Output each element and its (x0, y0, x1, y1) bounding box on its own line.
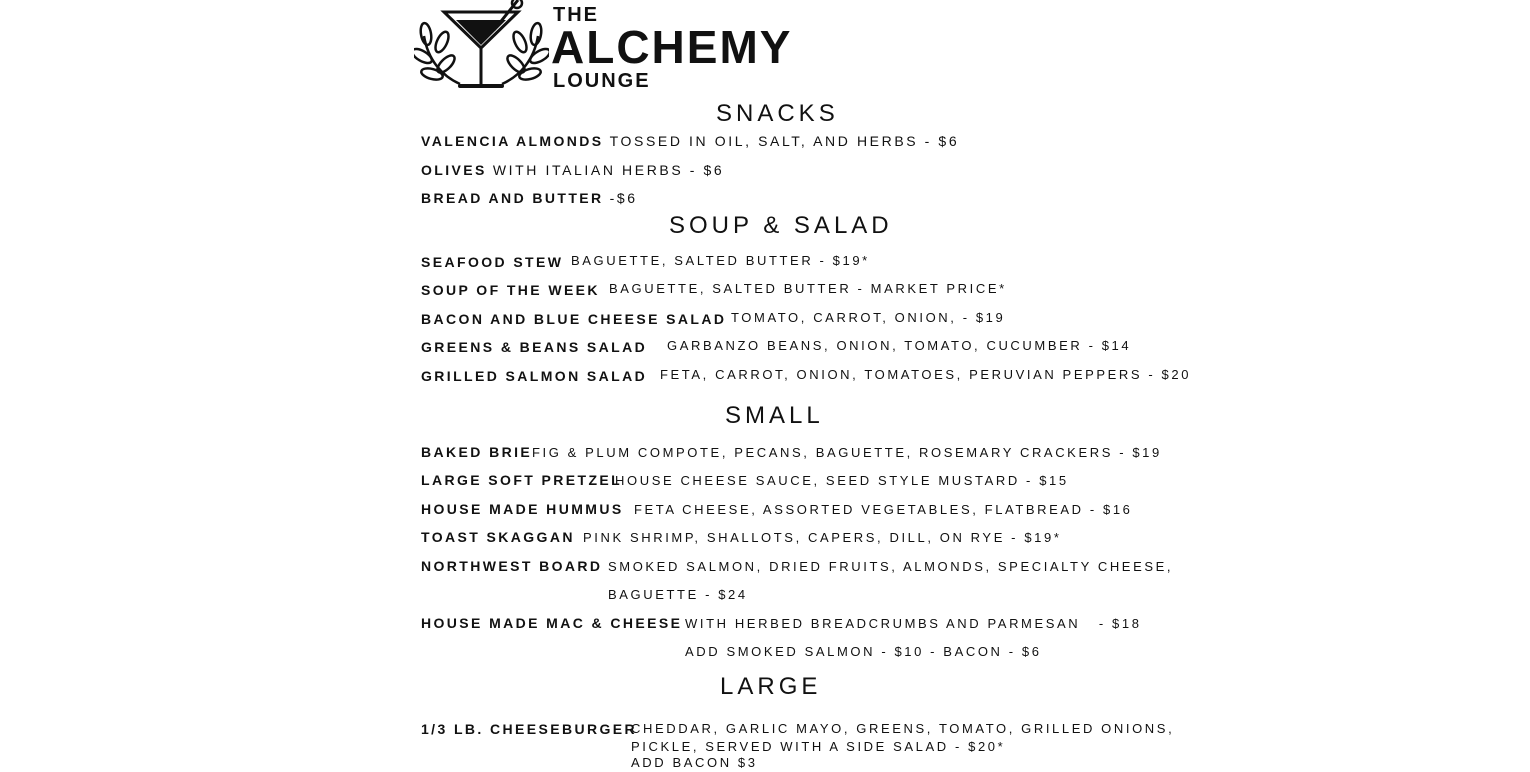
brand-logo (414, 0, 793, 92)
item-desc: SMOKED SALMON, DRIED FRUITS, ALMONDS, SPECIALTY CHEESE, (608, 559, 1174, 574)
menu-item (421, 281, 600, 299)
menu-item (421, 528, 575, 546)
item-desc: GARBANZO BEANS, ONION, TOMATO, CUCUMBER - $14 (667, 338, 1132, 353)
martini-glass-icon (414, 0, 549, 92)
brand-lounge: LOUNGE (553, 70, 651, 92)
section-heading-soup-salad: SOUP & SALAD (669, 212, 893, 239)
item-desc: -$6 (609, 190, 638, 206)
item-desc: TOMATO, CARROT, ONION, - $19 (731, 310, 1006, 325)
item-desc: CHEDDAR, GARLIC MAYO, GREENS, TOMATO, GRILLED ONIONS, (631, 721, 1175, 736)
item-desc: FETA, CARROT, ONION, TOMATOES, PERUVIAN PEPPERS - $20 (660, 367, 1192, 382)
item-name: TOAST SKAGGAN (421, 529, 575, 545)
item-name: VALENCIA ALMONDS (421, 133, 604, 149)
item-name: HOUSE MADE MAC & CHEESE (421, 615, 683, 631)
item-desc: TOSSED IN OIL, SALT, AND HERBS - $6 (609, 133, 960, 149)
item-name: NORTHWEST BOARD (421, 558, 603, 574)
menu-item (421, 614, 682, 632)
item-desc: BAGUETTE, SALTED BUTTER - MARKET PRICE* (609, 281, 1007, 296)
item-name: SOUP OF THE WEEK (421, 282, 600, 298)
menu-item (421, 471, 622, 489)
section-heading-large: LARGE (720, 673, 822, 700)
item-name: GREENS & BEANS SALAD (421, 339, 648, 355)
item-desc: BAGUETTE, SALTED BUTTER - $19* (571, 253, 870, 268)
item-name: BACON AND BLUE CHEESE SALAD (421, 311, 727, 327)
item-name: GRILLED SALMON SALAD (421, 368, 648, 384)
item-desc-continued: BAGUETTE - $24 (608, 587, 748, 602)
item-desc: HOUSE CHEESE SAUCE, SEED STYLE MUSTARD - $15 (615, 473, 1069, 488)
menu-item (421, 132, 959, 150)
menu-item (421, 189, 638, 207)
item-desc: FIG & PLUM COMPOTE, PECANS, BAGUETTE, ROSEMARY CRACKERS - $19 (532, 445, 1162, 460)
item-name: BREAD AND BUTTER (421, 190, 604, 206)
brand-name: ALCHEMY (551, 21, 793, 73)
brand-the: THE (553, 4, 599, 26)
item-name: LARGE SOFT PRETZEL (421, 472, 623, 488)
section-heading-small: SMALL (725, 402, 824, 429)
menu-item (421, 443, 532, 461)
item-desc: WITH ITALIAN HERBS - $6 (492, 162, 725, 178)
item-desc: WITH HERBED BREADCRUMBS AND PARMESAN - $18 (685, 616, 1142, 631)
item-name: SEAFOOD STEW (421, 254, 564, 270)
item-desc-addon: ADD BACON $3 (631, 755, 758, 770)
item-desc: FETA CHEESE, ASSORTED VEGETABLES, FLATBREAD - $16 (634, 502, 1133, 517)
menu-item (421, 338, 647, 356)
item-name: 1/3 LB. CHEESEBURGER (421, 721, 638, 737)
menu-item (421, 557, 602, 575)
item-name: HOUSE MADE HUMMUS (421, 501, 624, 517)
menu-item (421, 253, 563, 271)
item-name: OLIVES (421, 162, 487, 178)
menu-item (421, 367, 647, 385)
item-desc-continued: PICKLE, SERVED WITH A SIDE SALAD - $20* (631, 739, 1006, 754)
item-desc: PINK SHRIMP, SHALLOTS, CAPERS, DILL, ON RYE - $19* (583, 530, 1062, 545)
menu-item (421, 720, 637, 738)
menu-item (421, 161, 724, 179)
item-desc-continued: ADD SMOKED SALMON - $10 - BACON - $6 (685, 644, 1042, 659)
menu-item (421, 310, 726, 328)
section-heading-snacks: SNACKS (716, 100, 839, 127)
item-name: BAKED BRIE (421, 444, 533, 460)
menu-item (421, 500, 624, 518)
